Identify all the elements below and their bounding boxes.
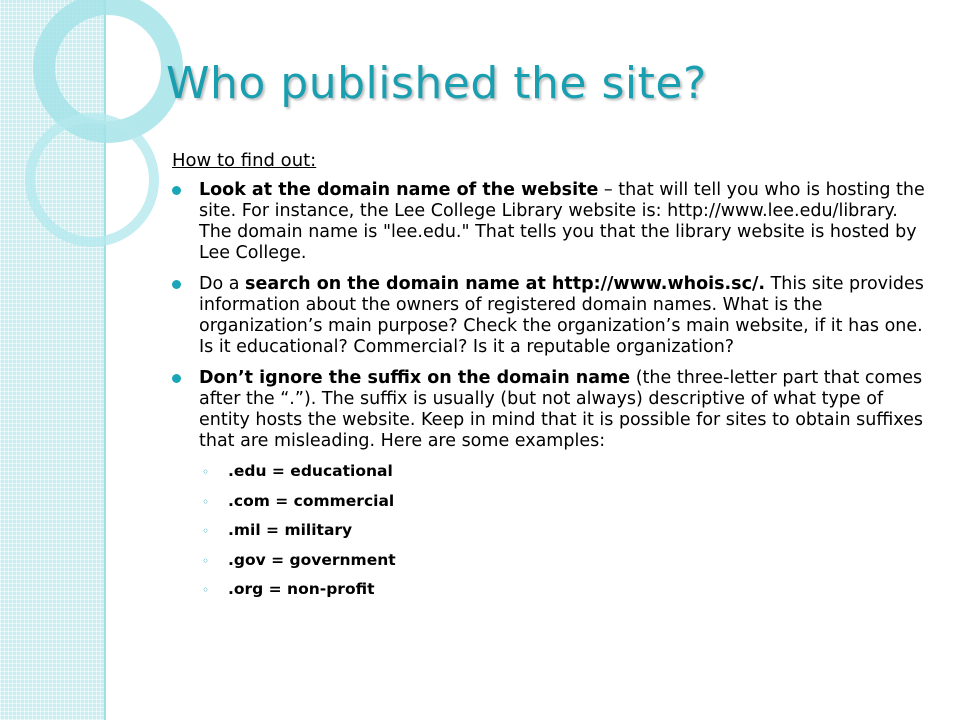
bullet-dot (172, 280, 181, 289)
bullet-text: (the three-letter part that comes after the “.”). The suffix is usually (but not always) descriptive of what type of entity hosts the website. Keep in mind that it is possible for sites to obtain suffixes that are misleading. Here are some examples: (199, 368, 923, 451)
suffix-example-text: .edu = educational (228, 462, 393, 480)
suffix-example-edu (172, 462, 932, 492)
suffix-example-text: .mil = military (228, 521, 353, 539)
decorative-ring-large (44, 4, 172, 132)
sub-bullet-ring: ◦ (202, 494, 210, 509)
suffix-example-text: .gov = government (228, 550, 396, 569)
bullet-suffix (172, 368, 932, 452)
suffix-example-text: .org = non-profit (228, 580, 375, 598)
slide-body (172, 150, 932, 610)
subheading: How to find out: (172, 150, 317, 171)
bullet-whois-search (172, 274, 932, 358)
suffix-example-gov (172, 551, 932, 581)
sub-bullet-ring: ◦ (202, 583, 210, 597)
slide-title: Who published the site? (166, 58, 707, 109)
sub-bullet-ring: ◦ (202, 524, 210, 538)
bullet-text: This site provides information about the owners of registered domain names. What is the organization’s main purpose? Check the organization’s main website, if it has one. Is it educational? Commercial? Is it a reputable organization? (199, 274, 924, 357)
suffix-examples-list (172, 462, 932, 610)
bullet-bold: search on the domain name at http://www.whois.sc/. (245, 274, 765, 294)
suffix-example-text: .com = commercial (228, 491, 395, 510)
bullet-bold: Don’t ignore the suffix on the domain name (199, 368, 631, 388)
suffix-example-com (172, 492, 932, 522)
suffix-example-org (172, 580, 932, 610)
bullet-dot (172, 186, 181, 195)
bullet-prefix: Do a (199, 274, 246, 294)
bullet-bold: Look at the domain name of the website (199, 180, 599, 200)
bullet-dot (172, 374, 181, 383)
bullet-domain-name (172, 180, 932, 264)
sub-bullet-ring: ◦ (202, 553, 210, 568)
sub-bullet-ring: ◦ (202, 465, 210, 479)
bullet-text: – that will tell you who is hosting the site. For instance, the Lee College Library website is: http://www.lee.edu/library. The domain name is "lee.edu." That tells you that the library website is hosted by Lee College. (199, 180, 925, 263)
suffix-example-mil (172, 521, 932, 551)
